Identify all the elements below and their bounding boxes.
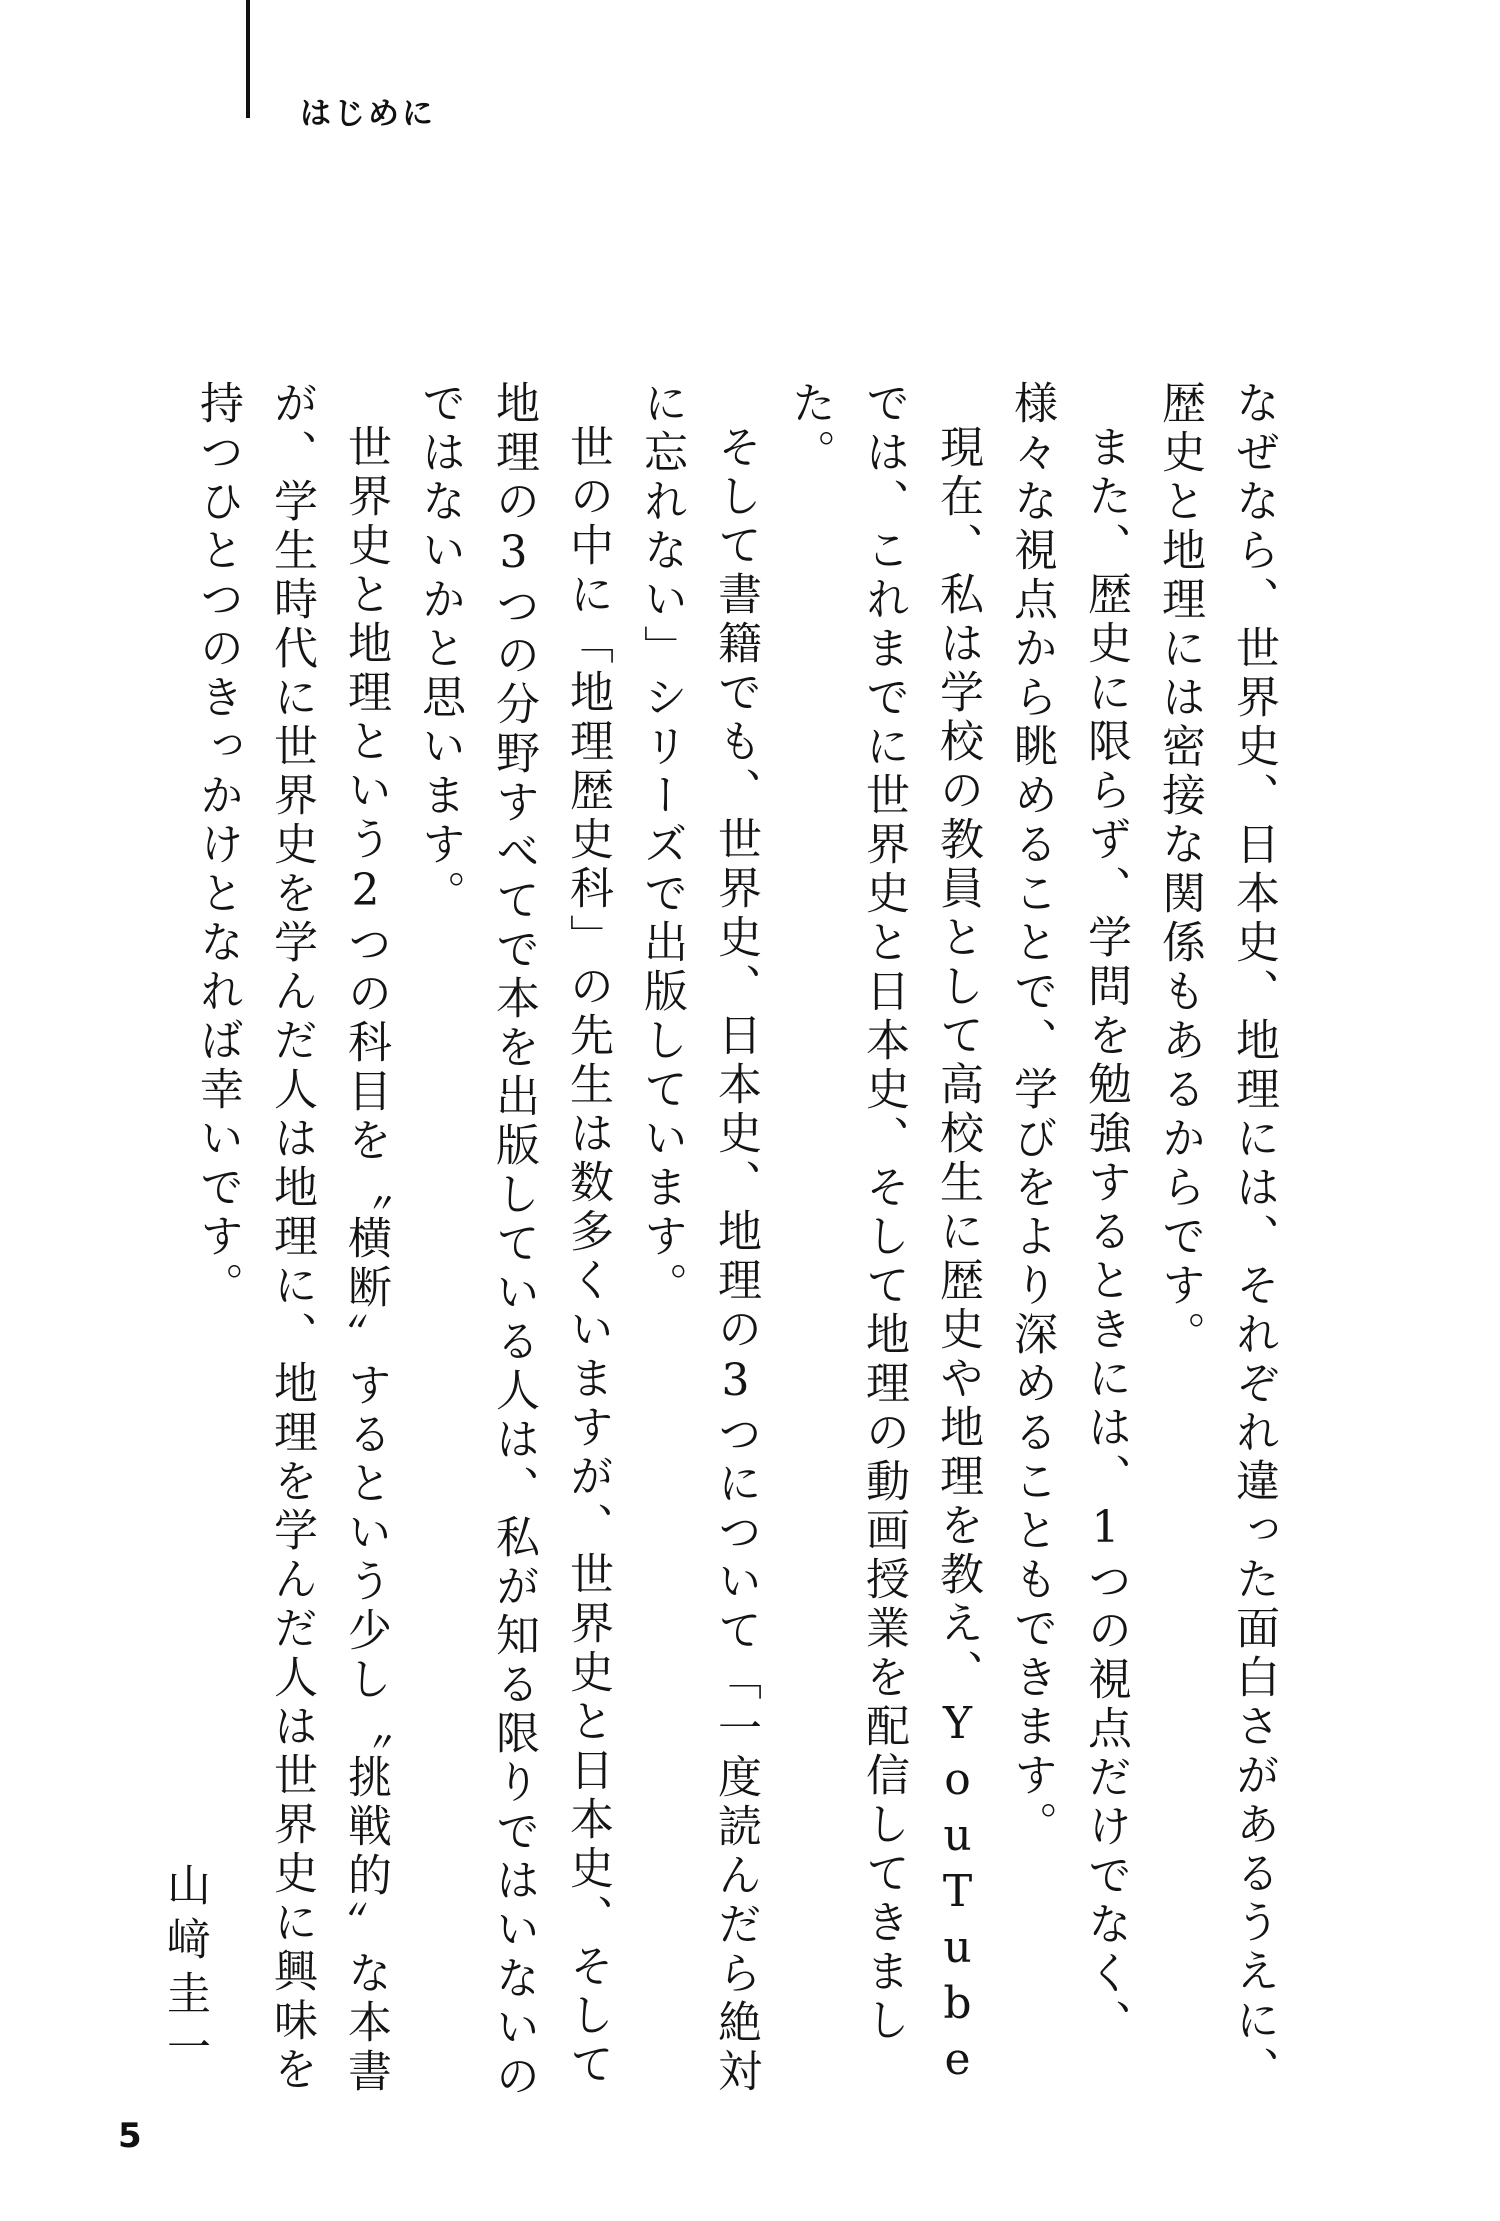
paragraph-4: そして書籍でも、世界史、日本史、地理の3つについて「一度読んだら絶対に忘れない」シリーズで出版しています。 [636,380,761,2097]
paragraph-2: また、歴史に限らず、学問を勉強するときには、1つの視点だけでなく、様々な視点から眺めることで、学びをより深めることもできます。 [1006,380,1131,2048]
author-signature: 山﨑圭一 [159,1862,210,2078]
paragraph-1: なぜなら、世界史、日本史、地理には、それぞれ違った面白さがあるうえに、歴史と地理には密接な関係もあるからです。 [1154,380,1279,2095]
header-rule [246,0,250,118]
paragraph-3: 現在、私は学校の教員として高校生に歴史や地理を教え、YouTubeでは、これまでに世界史と日本史、そして地理の動画授業を配信してきました。 [784,380,983,2090]
paragraph-6: 世界史と地理という2つの科目を〝横断〟するという少し〝挑戦的〟な本書が、学生時代に世界史を学んだ人は地理に、地理を学んだ人は世界史に興味を持つひとつのきっかけとなれば幸いです。 [192,380,391,2097]
paragraph-5: 世の中に「地理歴史科」の先生は数多くいますが、世界史と日本史、そして地理の3つの分野すべてで本を出版している人は、私が知る限りではいないのではないかと思います。 [414,380,613,2102]
body-text [180,380,1290,2125]
section-title: はじめに [300,96,436,132]
page-number: 5 [118,2116,142,2156]
